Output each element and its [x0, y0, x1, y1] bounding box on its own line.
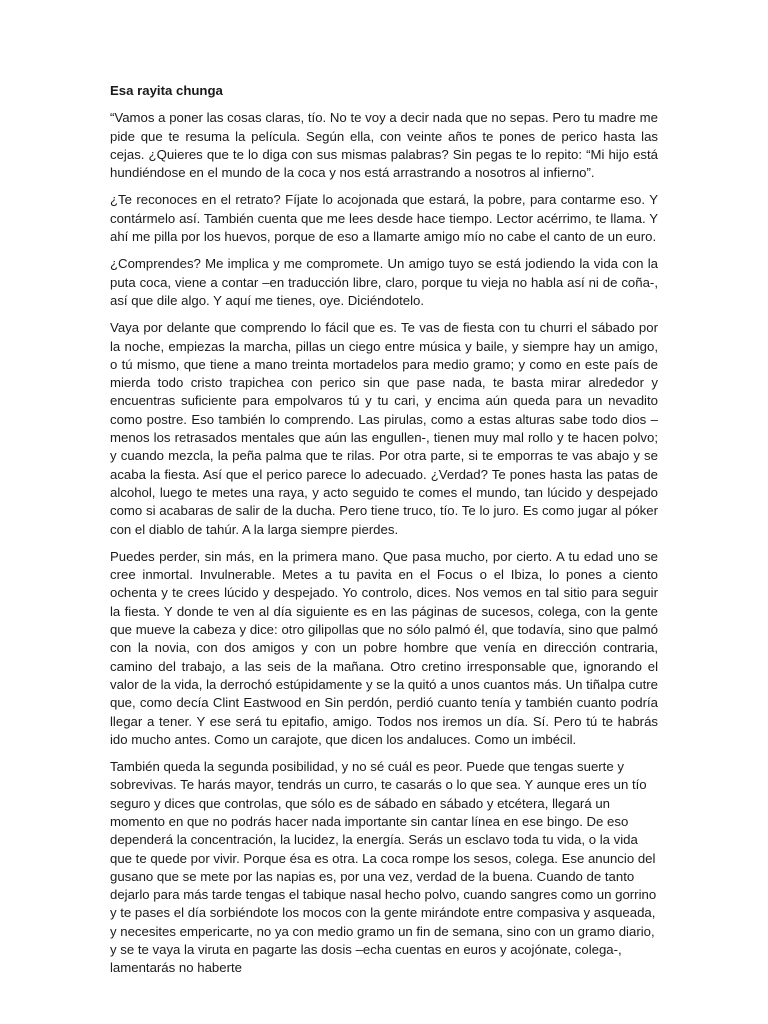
paragraph-1: “Vamos a poner las cosas claras, tío. No te voy a decir nada que no sepas. Pero tu madre me pide que te resuma la película. Según ella, con veinte años te pones de perico hasta las cejas. ¿Quieres que te lo diga con sus mismas palabras? Sin pegas te lo repito: “Mi hijo está hundiéndose en el mundo de la coca y nos está arrastrando a nosotros al infierno”. — [110, 110, 658, 181]
paragraph-6: También queda la segunda posibilidad, y no sé cuál es peor. Puede que tengas suerte y sobrevivas. Te harás mayor, tendrás un curro, te casarás o lo que sea. Y aunque eres un tío seguro y dices que controlas, que sólo es de sábado en sábado y etcétera, llegará un momento en que no podrás hacer nada importante sin cantar línea en ese bingo. De eso dependerá la concentración, la lucidez, la energía. Serás un esclavo toda tu vida, o la vida que te quede por vivir. Porque ésa es otra. La coca rompe los sesos, colega. Ese anuncio del gusano que se mete por las napias es, por una vez, verdad de la buena. Cuando de tanto dejarlo para más tarde tengas el tabique nasal hecho polvo, cuando sangres como un gorrino y te pases el día sorbiéndote los mocos con la gente mirándote entre compasiva y asqueada, y necesites empericarte, no ya con medio gramo un fin de semana, sino con un gramo diario, y se te vaya la viruta en pagarte las dosis –echa cuentas en euros y acojónate, colega-, lamentarás no haberte — [110, 759, 657, 976]
document-title: Esa rayita chunga — [110, 83, 223, 98]
paragraph-4: Vaya por delante que comprendo lo fácil que es. Te vas de fiesta con tu churri el sábado por la noche, empiezas la marcha, pillas un ciego entre música y baile, y siempre hay un amigo, o tú mismo, que tiene a mano treinta mortadelos para medio gramo; y como en este país de mierda todo cristo trapichea con perico sin que pase nada, te basta mirar alrededor y encuentras suficiente para empolvaros tú y tu cari, y encima aún queda para un nevadito como postre. Eso también lo comprendo. Las pirulas, como a estas alturas sabe todo dios –menos los retrasados mentales que aún las engullen-, tienen muy mal rollo y te hacen polvo; y cuando mezcla, la peña palma que te rilas. Por otra parte, si te emporras te vas abajo y se acaba la fiesta. Así que el perico parece lo adecuado. ¿Verdad? Te pones hasta las patas de alcohol, luego te metes una raya, y acto seguido te comes el mundo, tan lúcido y despejado como si acabaras de salir de la ducha. Pero tiene truco, tío. Te lo juro. Es como jugar al póker con el diablo de tahúr. A la larga siempre pierdes. — [110, 320, 658, 537]
paragraph-3: ¿Comprendes? Me implica y me compromete. Un amigo tuyo se está jodiendo la vida con la puta coca, viene a contar –en traducción libre, claro, porque tu vieja no habla así ni de coña-, así que dile algo. Y aquí me tienes, oye. Diciéndotelo. — [110, 256, 658, 308]
paragraph-2: ¿Te reconoces en el retrato? Fíjate lo acojonada que estará, la pobre, para contarme eso. Y contármelo así. También cuenta que me lees desde hace tiempo. Lector acérrimo, te llama. Y ahí me pilla por los huevos, porque de eso a llamarte amigo mío no cabe el canto de un euro. — [110, 192, 658, 245]
paragraph-5: Puedes perder, sin más, en la primera mano. Que pasa mucho, por cierto. A tu edad uno se cree inmortal. Invulnerable. Metes a tu pavita en el Focus o el Ibiza, lo pones a ciento ochenta y te crees lúcido y despejado. Yo controlo, dices. Nos vemos en tal sitio para seguir la fiesta. Y donde te ven al día siguiente es en las páginas de sucesos, colega, con la gente que mueve la cabeza y dice: otro gilipollas que no sólo palmó él, que todavía, sino que palmó con la novia, con dos amigos y con un pobre hombre que venía en dirección contraria, camino del trabajo, a las seis de la mañana. Otro cretino irresponsable que, ignorando el valor de la vida, la derrochó estúpidamente y se la quitó a unos cuantos más. Un tiñalpa cutre que, como decía Clint Eastwood en Sin perdón, perdió cuanto tenía y también cuanto podría llegar a tener. Y ese será tu epitafio, amigo. Todos nos iremos un día. Sí. Pero tú te habrás ido mucho antes. Como un carajote, que dicen los andaluces. Como un imbécil. — [110, 548, 658, 747]
document-page — [110, 82, 658, 987]
